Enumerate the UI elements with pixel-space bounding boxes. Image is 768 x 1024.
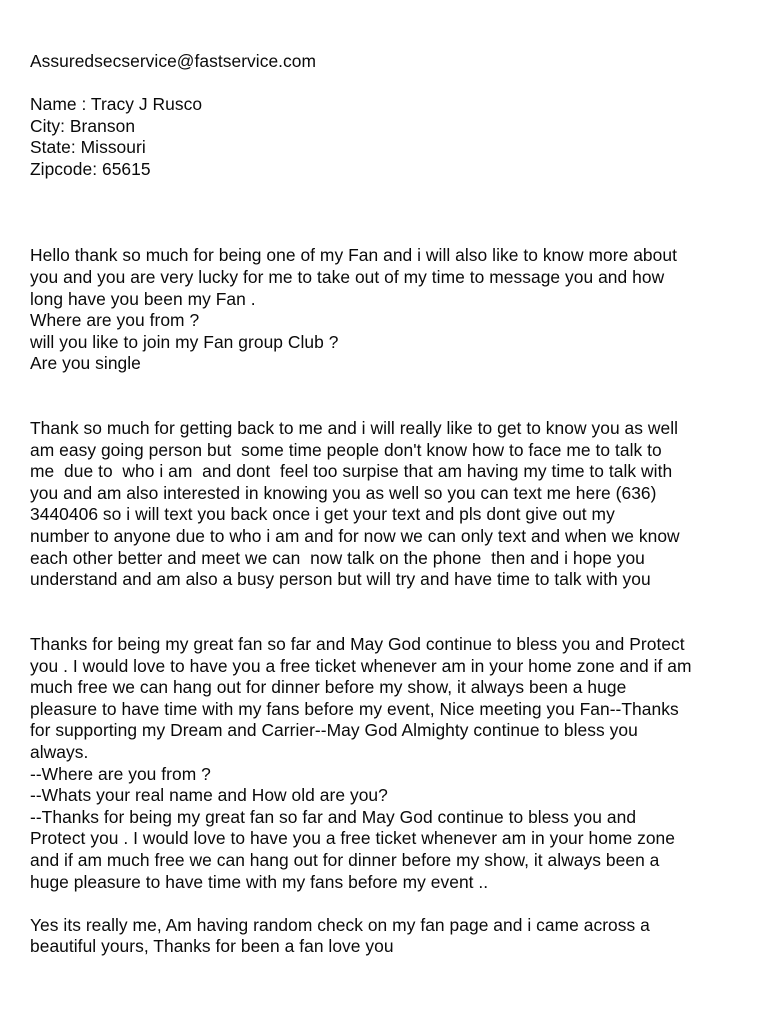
state-line: State: Missouri	[30, 137, 146, 158]
text-line: always.	[30, 742, 89, 763]
text-line: each other better and meet we can now talk on the phone then and i hope you	[30, 547, 645, 568]
text-line: understand and am also a busy person but will try and have time to talk with you	[30, 569, 651, 590]
spacer	[30, 375, 755, 418]
text-line: Are you single	[30, 353, 141, 374]
text-line: Where are you from ?	[30, 310, 200, 331]
text-line: number to anyone due to who i am and for now we can only text and when we know	[30, 526, 680, 547]
text-line: you . I would love to have you a free ticket whenever am in your home zone and if am	[30, 655, 692, 676]
text-line: for supporting my Dream and Carrier--May God Almighty continue to bless you	[30, 720, 638, 741]
text-line: --Thanks for being my great fan so far and May God continue to bless you and	[30, 806, 637, 827]
message-paragraph-3	[30, 634, 755, 893]
message-paragraph-2	[30, 418, 755, 591]
text-line: --Whats your real name and How old are you?	[30, 785, 388, 806]
name-line: Name : Tracy J Rusco	[30, 94, 203, 115]
text-line: huge pleasure to have time with my fans before my event ..	[30, 871, 489, 892]
text-line: pleasure to have time with my fans before my event, Nice meeting you Fan--Thanks	[30, 698, 679, 719]
text-line: me due to who i am and dont feel too surpise that am having my time to talk with	[30, 461, 673, 482]
text-line: you and you are very lucky for me to take out of my time to message you and how	[30, 266, 665, 287]
document-body	[30, 51, 755, 958]
spacer	[30, 73, 755, 95]
text-line: Hello thank so much for being one of my Fan and i will also like to know more about	[30, 245, 677, 266]
text-line: will you like to join my Fan group Club ?	[30, 331, 339, 352]
email-address: Assuredsecservice@fastservice.com	[30, 51, 317, 71]
spacer	[30, 591, 755, 634]
text-line: Thanks for being my great fan so far and May God continue to bless you and Protect	[30, 634, 685, 655]
city-line: City: Branson	[30, 115, 136, 136]
text-line: --Where are you from ?	[30, 763, 211, 784]
text-line: and if am much free we can hang out for dinner before my show, it always been a	[30, 849, 660, 870]
message-paragraph-4	[30, 915, 755, 958]
text-line: Protect you . I would love to have you a free ticket whenever am in your home zone	[30, 828, 675, 849]
zipcode-line: Zipcode: 65615	[30, 158, 151, 179]
spacer	[30, 181, 755, 246]
text-line: you and am also interested in knowing you as well so you can text me here (636)	[30, 482, 657, 503]
message-paragraph-1	[30, 245, 755, 375]
text-line: am easy going person but some time people don't know how to face me to talk to	[30, 439, 662, 460]
text-line: Yes its really me, Am having random check on my fan page and i came across a	[30, 914, 650, 935]
text-line: Thank so much for getting back to me and i will really like to get to know you as well	[30, 418, 679, 439]
text-line: much free we can hang out for dinner before my show, it always been a huge	[30, 677, 627, 698]
text-line: 3440406 so i will text you back once i get your text and pls dont give out my	[30, 504, 615, 525]
text-line: beautiful yours, Thanks for been a fan love you	[30, 936, 394, 957]
spacer	[30, 893, 755, 915]
text-line: long have you been my Fan .	[30, 288, 256, 309]
